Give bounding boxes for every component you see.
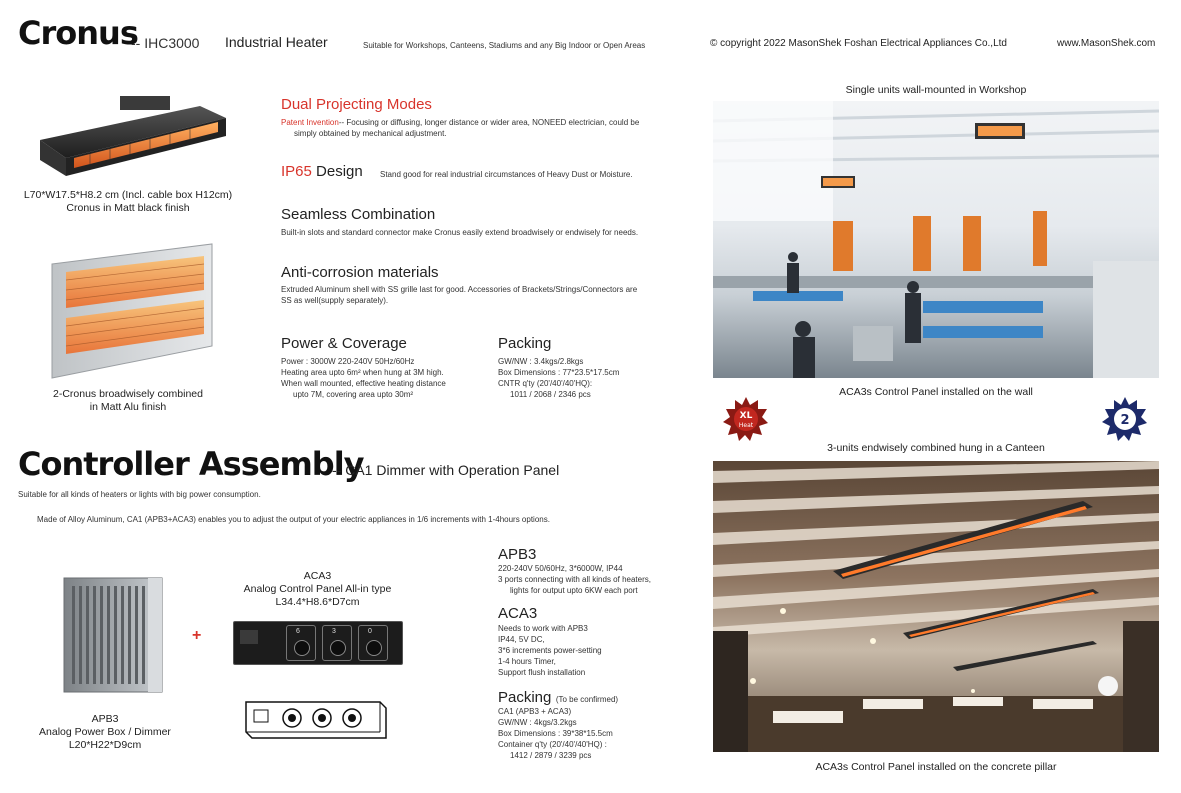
knob-2: 3: [322, 625, 352, 661]
canteen-photo-title: 3-units endwisely combined hung in a Canteen: [827, 442, 1045, 454]
website-link[interactable]: www.MasonShek.com: [1057, 38, 1156, 49]
controller-packing-title: Packing (To be confirmed): [498, 689, 619, 706]
svg-text:Heat: Heat: [738, 422, 754, 429]
svg-text:2: 2: [1120, 413, 1130, 428]
aca3-control-panel-image: [233, 621, 403, 665]
svg-text:XL: XL: [739, 411, 753, 421]
plus-sign: +: [192, 627, 202, 644]
brand-title: Cronus: [18, 14, 138, 52]
controller-title: Controller Assembly: [18, 445, 364, 483]
controller-made: Made of Alloy Aluminum, CA1 (APB3+ACA3) enables you to adjust the output of your electric appliances in 1/6 increments with 1-4hours options.: [37, 515, 550, 524]
aca3-display: [240, 630, 258, 644]
xl-heat-badge-icon: [723, 396, 769, 442]
apb3-power-box-image: [62, 574, 164, 696]
feature-packing-title: Packing: [498, 335, 552, 352]
feature-seamless-text: Built-in slots and standard connector make Cronus easily extend broadwisely or endwisely for needs.: [281, 228, 639, 237]
cronus-alu-combined-image: [44, 242, 216, 380]
aca3-caption: ACA3 Analog Control Panel All-in type L34.4*H8.6*D7cm: [243, 570, 392, 608]
controller-subtitle: -- CA1 Dimmer with Operation Panel: [332, 462, 560, 478]
two-units-badge-icon: [1102, 396, 1148, 442]
feature-anti-text: Extruded Aluminum shell with SS grille last for good. Accessories of Brackets/Strings/Connectors are SS as well(supply separately).: [281, 285, 638, 305]
workshop-photo-title: Single units wall-mounted in Workshop: [845, 84, 1027, 96]
controller-packing-text: CA1 (APB3 + ACA3) GW/NW : 4kgs/3.2kgs Box Dimensions : 39*38*15.5cm Container q'ty (20'/40'/40'HQ) : 1412 / 2879 / 3239 pcs: [498, 707, 613, 760]
workshop-photo-caption: ACA3s Control Panel installed on the wall: [839, 386, 1033, 398]
canteen-photo-caption: ACA3s Control Panel installed on the concrete pillar: [815, 761, 1057, 773]
feature-ip65-text: Stand good for real industrial circumstances of Heavy Dust or Moisture.: [380, 170, 633, 179]
canteen-photo: [713, 461, 1159, 752]
apb3-spec-title: APB3: [498, 546, 537, 563]
copyright: © copyright 2022 MasonShek Foshan Electrical Appliances Co.,Ltd: [710, 38, 1007, 49]
cronus-black-caption: L70*W17.5*H8.2 cm (Incl. cable box H12cm) Cronus in Matt black finish: [23, 189, 233, 214]
aca3-spec-title: ACA3: [498, 605, 538, 622]
feature-dual-text: Patent Invention-- Focusing or diffusing, longer distance or wider area, NONEED electrician, could be simply obtained by mechanical adjustment.: [281, 118, 640, 138]
feature-power-title: Power & Coverage: [281, 335, 407, 352]
feature-seamless-title: Seamless Combination: [281, 206, 436, 223]
controller-suitable: Suitable for all kinds of heaters or lights with big power consumption.: [18, 490, 261, 499]
knob-3: 0: [358, 625, 388, 661]
product-name: Industrial Heater: [225, 34, 328, 50]
cronus-alu-caption: 2-Cronus broadwisely combined in Matt Alu finish: [53, 388, 203, 413]
aca3-line-drawing: [240, 698, 388, 742]
model-code: -- IHC3000: [131, 35, 200, 51]
feature-ip65-title: IP65 Design: [281, 163, 363, 180]
feature-power-text: Power : 3000W 220-240V 50Hz/60Hz Heating area upto 6m² when hung at 3M high. When wall mounted, effective heating distance upto 7M, covering area upto 30m²: [281, 357, 446, 399]
apb3-spec-text: 220-240V 50/60Hz, 3*6000W, IP44 3 ports connecting with all kinds of heaters, lights for output upto 6KW each port: [498, 564, 651, 595]
header-suitable: Suitable for Workshops, Canteens, Stadiums and any Big Indoor or Open Areas: [363, 41, 646, 50]
feature-dual-title: Dual Projecting Modes: [281, 96, 432, 113]
feature-packing-text: GW/NW : 3.4kgs/2.8kgs Box Dimensions : 77*23.5*17.5cm CNTR q'ty (20'/40'/40'HQ): 1011 / 2068 / 2346 pcs: [498, 357, 620, 399]
cronus-black-heater-image: [30, 88, 230, 180]
knob-1: 6: [286, 625, 316, 661]
aca3-spec-text: Needs to work with APB3 IP44, 5V DC, 3*6 increments power-setting 1-4 hours Timer, Support flush installation: [498, 624, 602, 677]
workshop-photo: [713, 101, 1159, 378]
feature-anti-title: Anti-corrosion materials: [281, 264, 439, 281]
apb3-caption: APB3 Analog Power Box / Dimmer L20*H22*D9cm: [39, 713, 171, 751]
